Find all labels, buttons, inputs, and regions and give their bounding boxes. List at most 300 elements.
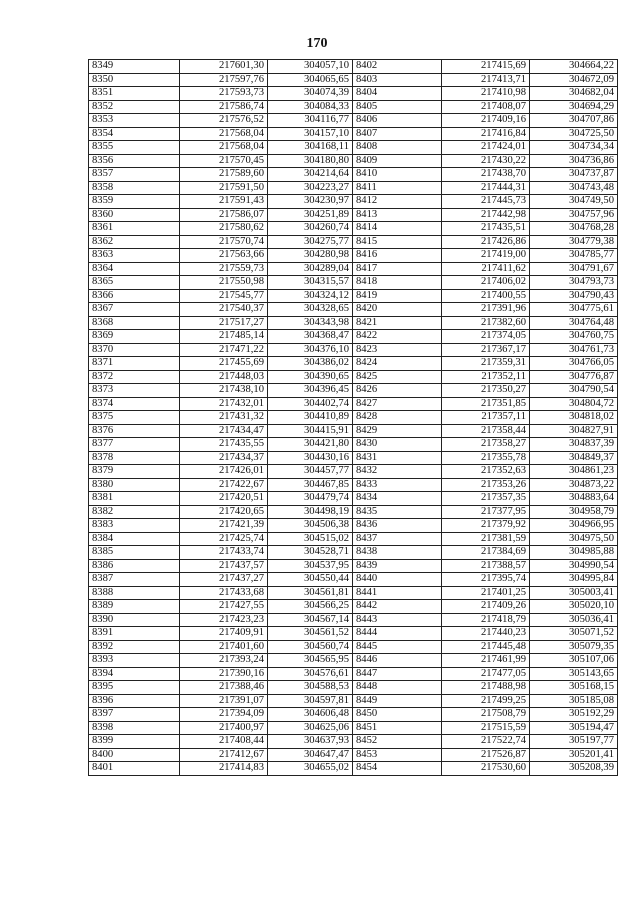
page-number: 170 [306,36,328,51]
cell-point-number-left: 8400 [89,748,180,762]
cell-point-number-right: 8406 [353,114,442,128]
cell-x-left: 217388,46 [180,681,268,695]
cell-point-number-right: 8444 [353,627,442,641]
cell-y-left: 304402,74 [268,397,353,411]
cell-point-number-left: 8370 [89,343,180,357]
table-row [89,492,618,506]
cell-x-left: 217394,09 [180,708,268,722]
cell-point-number-right: 8416 [353,249,442,263]
cell-point-number-left: 8358 [89,181,180,195]
cell-x-right: 217530,60 [442,762,530,776]
table-row [89,505,618,519]
cell-point-number-left: 8391 [89,627,180,641]
cell-y-left: 304324,12 [268,289,353,303]
cell-point-number-left: 8374 [89,397,180,411]
cell-x-left: 217568,04 [180,141,268,155]
cell-point-number-right: 8453 [353,748,442,762]
cell-point-number-right: 8429 [353,424,442,438]
cell-point-number-left: 8386 [89,559,180,573]
cell-point-number-right: 8433 [353,478,442,492]
cell-point-number-left: 8369 [89,330,180,344]
cell-y-right: 304672,09 [530,73,618,87]
cell-y-right: 304790,54 [530,384,618,398]
cell-y-right: 304749,50 [530,195,618,209]
cell-x-left: 217545,77 [180,289,268,303]
cell-y-left: 304223,27 [268,181,353,195]
cell-x-right: 217353,26 [442,478,530,492]
table-row [89,735,618,749]
cell-x-right: 217418,79 [442,613,530,627]
cell-x-right: 217384,69 [442,546,530,560]
table-row [89,546,618,560]
cell-x-left: 217586,07 [180,208,268,222]
cell-x-right: 217411,62 [442,262,530,276]
cell-point-number-left: 8365 [89,276,180,290]
cell-x-right: 217442,98 [442,208,530,222]
table-row [89,411,618,425]
cell-point-number-right: 8432 [353,465,442,479]
cell-point-number-right: 8441 [353,586,442,600]
cell-y-right: 304766,05 [530,357,618,371]
cell-x-left: 217589,60 [180,168,268,182]
cell-x-right: 217526,87 [442,748,530,762]
cell-x-right: 217367,17 [442,343,530,357]
cell-y-right: 304664,22 [530,60,618,74]
cell-x-right: 217381,59 [442,532,530,546]
cell-y-left: 304515,02 [268,532,353,546]
cell-y-right: 305192,29 [530,708,618,722]
table-row [89,330,618,344]
table-row [89,87,618,101]
cell-y-left: 304214,64 [268,168,353,182]
cell-x-right: 217358,27 [442,438,530,452]
cell-y-left: 304386,02 [268,357,353,371]
cell-point-number-right: 8449 [353,694,442,708]
cell-x-left: 217570,74 [180,235,268,249]
cell-x-left: 217412,67 [180,748,268,762]
cell-y-left: 304328,65 [268,303,353,317]
table-row [89,559,618,573]
cell-x-left: 217427,55 [180,600,268,614]
cell-y-left: 304180,80 [268,154,353,168]
cell-x-right: 217515,59 [442,721,530,735]
cell-point-number-left: 8375 [89,411,180,425]
cell-point-number-left: 8379 [89,465,180,479]
cell-x-right: 217408,07 [442,100,530,114]
cell-y-left: 304057,10 [268,60,353,74]
cell-y-right: 305003,41 [530,586,618,600]
table-row [89,154,618,168]
cell-y-right: 304785,77 [530,249,618,263]
cell-point-number-right: 8410 [353,168,442,182]
cell-point-number-left: 8354 [89,127,180,141]
table-row [89,438,618,452]
cell-x-right: 217415,69 [442,60,530,74]
cell-x-left: 217391,07 [180,694,268,708]
cell-x-right: 217400,55 [442,289,530,303]
cell-x-left: 217559,73 [180,262,268,276]
cell-x-left: 217431,32 [180,411,268,425]
cell-y-right: 304790,43 [530,289,618,303]
cell-x-left: 217580,62 [180,222,268,236]
cell-point-number-right: 8445 [353,640,442,654]
table-row [89,60,618,74]
table-row [89,181,618,195]
cell-point-number-right: 8404 [353,87,442,101]
cell-x-right: 217440,23 [442,627,530,641]
cell-point-number-left: 8385 [89,546,180,560]
cell-x-right: 217413,71 [442,73,530,87]
cell-y-left: 304289,04 [268,262,353,276]
cell-point-number-left: 8377 [89,438,180,452]
cell-point-number-left: 8398 [89,721,180,735]
cell-x-right: 217401,25 [442,586,530,600]
cell-y-left: 304625,06 [268,721,353,735]
cell-point-number-left: 8396 [89,694,180,708]
cell-y-right: 304827,91 [530,424,618,438]
cell-point-number-right: 8428 [353,411,442,425]
cell-y-left: 304168,11 [268,141,353,155]
cell-x-left: 217420,51 [180,492,268,506]
cell-point-number-left: 8355 [89,141,180,155]
cell-point-number-right: 8418 [353,276,442,290]
cell-point-number-left: 8352 [89,100,180,114]
cell-point-number-left: 8384 [89,532,180,546]
cell-point-number-right: 8436 [353,519,442,533]
cell-x-left: 217517,27 [180,316,268,330]
cell-y-left: 304230,97 [268,195,353,209]
cell-point-number-left: 8351 [89,87,180,101]
cell-point-number-right: 8403 [353,73,442,87]
cell-y-left: 304637,93 [268,735,353,749]
cell-y-left: 304457,77 [268,465,353,479]
cell-x-right: 217395,74 [442,573,530,587]
cell-point-number-right: 8417 [353,262,442,276]
cell-point-number-right: 8426 [353,384,442,398]
cell-point-number-right: 8405 [353,100,442,114]
cell-y-left: 304467,85 [268,478,353,492]
cell-point-number-right: 8440 [353,573,442,587]
cell-point-number-right: 8423 [353,343,442,357]
cell-point-number-right: 8448 [353,681,442,695]
cell-y-right: 304776,87 [530,370,618,384]
cell-x-right: 217350,27 [442,384,530,398]
cell-x-left: 217448,03 [180,370,268,384]
cell-point-number-left: 8357 [89,168,180,182]
cell-y-left: 304260,74 [268,222,353,236]
cell-y-right: 304804,72 [530,397,618,411]
cell-x-right: 217358,44 [442,424,530,438]
cell-x-right: 217445,73 [442,195,530,209]
cell-point-number-left: 8394 [89,667,180,681]
cell-y-right: 304725,50 [530,127,618,141]
cell-x-left: 217414,83 [180,762,268,776]
cell-y-right: 305185,08 [530,694,618,708]
table-row [89,748,618,762]
cell-y-right: 304707,86 [530,114,618,128]
cell-y-right: 304849,37 [530,451,618,465]
cell-x-left: 217401,60 [180,640,268,654]
cell-y-left: 304396,45 [268,384,353,398]
cell-y-right: 305197,77 [530,735,618,749]
cell-x-left: 217435,55 [180,438,268,452]
cell-y-left: 304479,74 [268,492,353,506]
cell-x-left: 217576,52 [180,114,268,128]
table-row [89,694,618,708]
cell-point-number-left: 8350 [89,73,180,87]
cell-x-right: 217522,74 [442,735,530,749]
table-row [89,73,618,87]
cell-y-right: 304995,84 [530,573,618,587]
table-row [89,478,618,492]
cell-y-left: 304597,81 [268,694,353,708]
cell-y-right: 304985,88 [530,546,618,560]
table-row [89,465,618,479]
cell-x-right: 217357,11 [442,411,530,425]
cell-x-left: 217586,74 [180,100,268,114]
cell-point-number-left: 8361 [89,222,180,236]
table-row [89,303,618,317]
cell-point-number-right: 8412 [353,195,442,209]
table-row [89,289,618,303]
table-row [89,424,618,438]
table-row [89,667,618,681]
cell-y-left: 304537,95 [268,559,353,573]
cell-y-left: 304376,10 [268,343,353,357]
cell-y-right: 304743,48 [530,181,618,195]
table-row [89,708,618,722]
cell-point-number-right: 8443 [353,613,442,627]
cell-point-number-left: 8383 [89,519,180,533]
coordinates-table [88,59,618,776]
cell-x-left: 217591,43 [180,195,268,209]
cell-y-left: 304251,89 [268,208,353,222]
cell-point-number-left: 8388 [89,586,180,600]
cell-y-left: 304506,38 [268,519,353,533]
table-row [89,519,618,533]
cell-x-right: 217477,05 [442,667,530,681]
cell-point-number-left: 8382 [89,505,180,519]
cell-x-left: 217421,39 [180,519,268,533]
cell-point-number-right: 8402 [353,60,442,74]
cell-y-right: 305107,06 [530,654,618,668]
cell-y-right: 304761,73 [530,343,618,357]
cell-y-left: 304415,91 [268,424,353,438]
cell-x-right: 217352,63 [442,465,530,479]
cell-point-number-left: 8381 [89,492,180,506]
cell-x-left: 217408,44 [180,735,268,749]
cell-point-number-right: 8411 [353,181,442,195]
cell-y-right: 304861,23 [530,465,618,479]
cell-y-right: 305208,39 [530,762,618,776]
cell-x-left: 217485,14 [180,330,268,344]
cell-x-left: 217393,24 [180,654,268,668]
table-row [89,370,618,384]
cell-point-number-right: 8450 [353,708,442,722]
cell-y-left: 304566,25 [268,600,353,614]
coordinates-table-body [89,60,618,776]
cell-x-right: 217430,22 [442,154,530,168]
cell-point-number-left: 8390 [89,613,180,627]
cell-x-left: 217455,69 [180,357,268,371]
cell-point-number-right: 8414 [353,222,442,236]
cell-y-right: 305079,35 [530,640,618,654]
cell-x-left: 217434,37 [180,451,268,465]
cell-x-left: 217437,57 [180,559,268,573]
cell-point-number-left: 8373 [89,384,180,398]
cell-x-left: 217409,91 [180,627,268,641]
cell-point-number-left: 8372 [89,370,180,384]
cell-point-number-left: 8362 [89,235,180,249]
table-row [89,762,618,776]
cell-x-right: 217406,02 [442,276,530,290]
cell-point-number-right: 8439 [353,559,442,573]
cell-point-number-right: 8454 [353,762,442,776]
cell-point-number-left: 8363 [89,249,180,263]
cell-point-number-left: 8378 [89,451,180,465]
cell-point-number-left: 8349 [89,60,180,74]
cell-point-number-left: 8399 [89,735,180,749]
cell-y-left: 304368,47 [268,330,353,344]
cell-y-left: 304528,71 [268,546,353,560]
cell-y-left: 304116,77 [268,114,353,128]
table-row [89,235,618,249]
table-row [89,249,618,263]
cell-x-left: 217570,45 [180,154,268,168]
cell-x-left: 217420,65 [180,505,268,519]
table-row [89,640,618,654]
cell-y-right: 304793,73 [530,276,618,290]
cell-y-left: 304084,33 [268,100,353,114]
cell-y-right: 304734,34 [530,141,618,155]
table-row [89,613,618,627]
cell-x-left: 217426,01 [180,465,268,479]
cell-point-number-left: 8366 [89,289,180,303]
cell-y-right: 304736,86 [530,154,618,168]
cell-x-right: 217461,99 [442,654,530,668]
table-row [89,100,618,114]
cell-y-left: 304498,19 [268,505,353,519]
cell-y-right: 305201,41 [530,748,618,762]
cell-point-number-right: 8415 [353,235,442,249]
table-row [89,222,618,236]
cell-y-left: 304074,39 [268,87,353,101]
cell-y-right: 304975,50 [530,532,618,546]
table-row [89,384,618,398]
cell-point-number-right: 8451 [353,721,442,735]
cell-y-right: 304873,22 [530,478,618,492]
cell-x-right: 217388,57 [442,559,530,573]
cell-point-number-left: 8393 [89,654,180,668]
cell-point-number-right: 8447 [353,667,442,681]
cell-x-right: 217499,25 [442,694,530,708]
cell-y-left: 304576,61 [268,667,353,681]
cell-y-right: 305143,65 [530,667,618,681]
cell-x-right: 217391,96 [442,303,530,317]
table-row [89,276,618,290]
cell-y-right: 304837,39 [530,438,618,452]
cell-point-number-right: 8446 [353,654,442,668]
table-row [89,654,618,668]
cell-point-number-left: 8387 [89,573,180,587]
table-row [89,127,618,141]
cell-x-right: 217426,86 [442,235,530,249]
cell-x-left: 217425,74 [180,532,268,546]
cell-point-number-left: 8380 [89,478,180,492]
cell-x-left: 217563,66 [180,249,268,263]
cell-point-number-left: 8376 [89,424,180,438]
cell-x-right: 217409,16 [442,114,530,128]
cell-x-left: 217540,37 [180,303,268,317]
cell-x-right: 217382,60 [442,316,530,330]
table-row [89,114,618,128]
cell-x-left: 217433,68 [180,586,268,600]
cell-x-right: 217379,92 [442,519,530,533]
table-row [89,681,618,695]
cell-y-right: 305036,41 [530,613,618,627]
cell-x-left: 217438,10 [180,384,268,398]
cell-y-left: 304655,02 [268,762,353,776]
cell-x-right: 217438,70 [442,168,530,182]
cell-y-right: 304694,29 [530,100,618,114]
table-row [89,627,618,641]
cell-point-number-left: 8392 [89,640,180,654]
cell-point-number-left: 8356 [89,154,180,168]
cell-x-right: 217359,31 [442,357,530,371]
cell-point-number-right: 8431 [353,451,442,465]
table-row [89,195,618,209]
cell-point-number-left: 8353 [89,114,180,128]
cell-y-right: 304775,61 [530,303,618,317]
cell-point-number-right: 8421 [353,316,442,330]
cell-x-left: 217597,76 [180,73,268,87]
cell-point-number-left: 8364 [89,262,180,276]
cell-y-left: 304560,74 [268,640,353,654]
cell-point-number-right: 8442 [353,600,442,614]
cell-x-left: 217433,74 [180,546,268,560]
cell-x-right: 217444,31 [442,181,530,195]
cell-x-left: 217591,50 [180,181,268,195]
cell-x-right: 217409,26 [442,600,530,614]
cell-y-right: 305168,15 [530,681,618,695]
cell-x-left: 217471,22 [180,343,268,357]
cell-point-number-left: 8371 [89,357,180,371]
cell-x-right: 217410,98 [442,87,530,101]
cell-point-number-left: 8367 [89,303,180,317]
table-row [89,208,618,222]
cell-y-right: 304760,75 [530,330,618,344]
cell-y-right: 304990,54 [530,559,618,573]
cell-y-left: 304565,95 [268,654,353,668]
cell-x-right: 217508,79 [442,708,530,722]
cell-point-number-right: 8420 [353,303,442,317]
cell-y-right: 304737,87 [530,168,618,182]
cell-y-left: 304561,81 [268,586,353,600]
cell-x-left: 217422,67 [180,478,268,492]
cell-y-left: 304647,47 [268,748,353,762]
cell-point-number-left: 8360 [89,208,180,222]
cell-y-right: 304958,79 [530,505,618,519]
cell-x-left: 217568,04 [180,127,268,141]
cell-x-left: 217601,30 [180,60,268,74]
cell-point-number-right: 8409 [353,154,442,168]
cell-point-number-right: 8408 [353,141,442,155]
cell-x-left: 217400,97 [180,721,268,735]
cell-x-right: 217416,84 [442,127,530,141]
cell-y-left: 304430,16 [268,451,353,465]
cell-point-number-right: 8413 [353,208,442,222]
cell-x-left: 217390,16 [180,667,268,681]
